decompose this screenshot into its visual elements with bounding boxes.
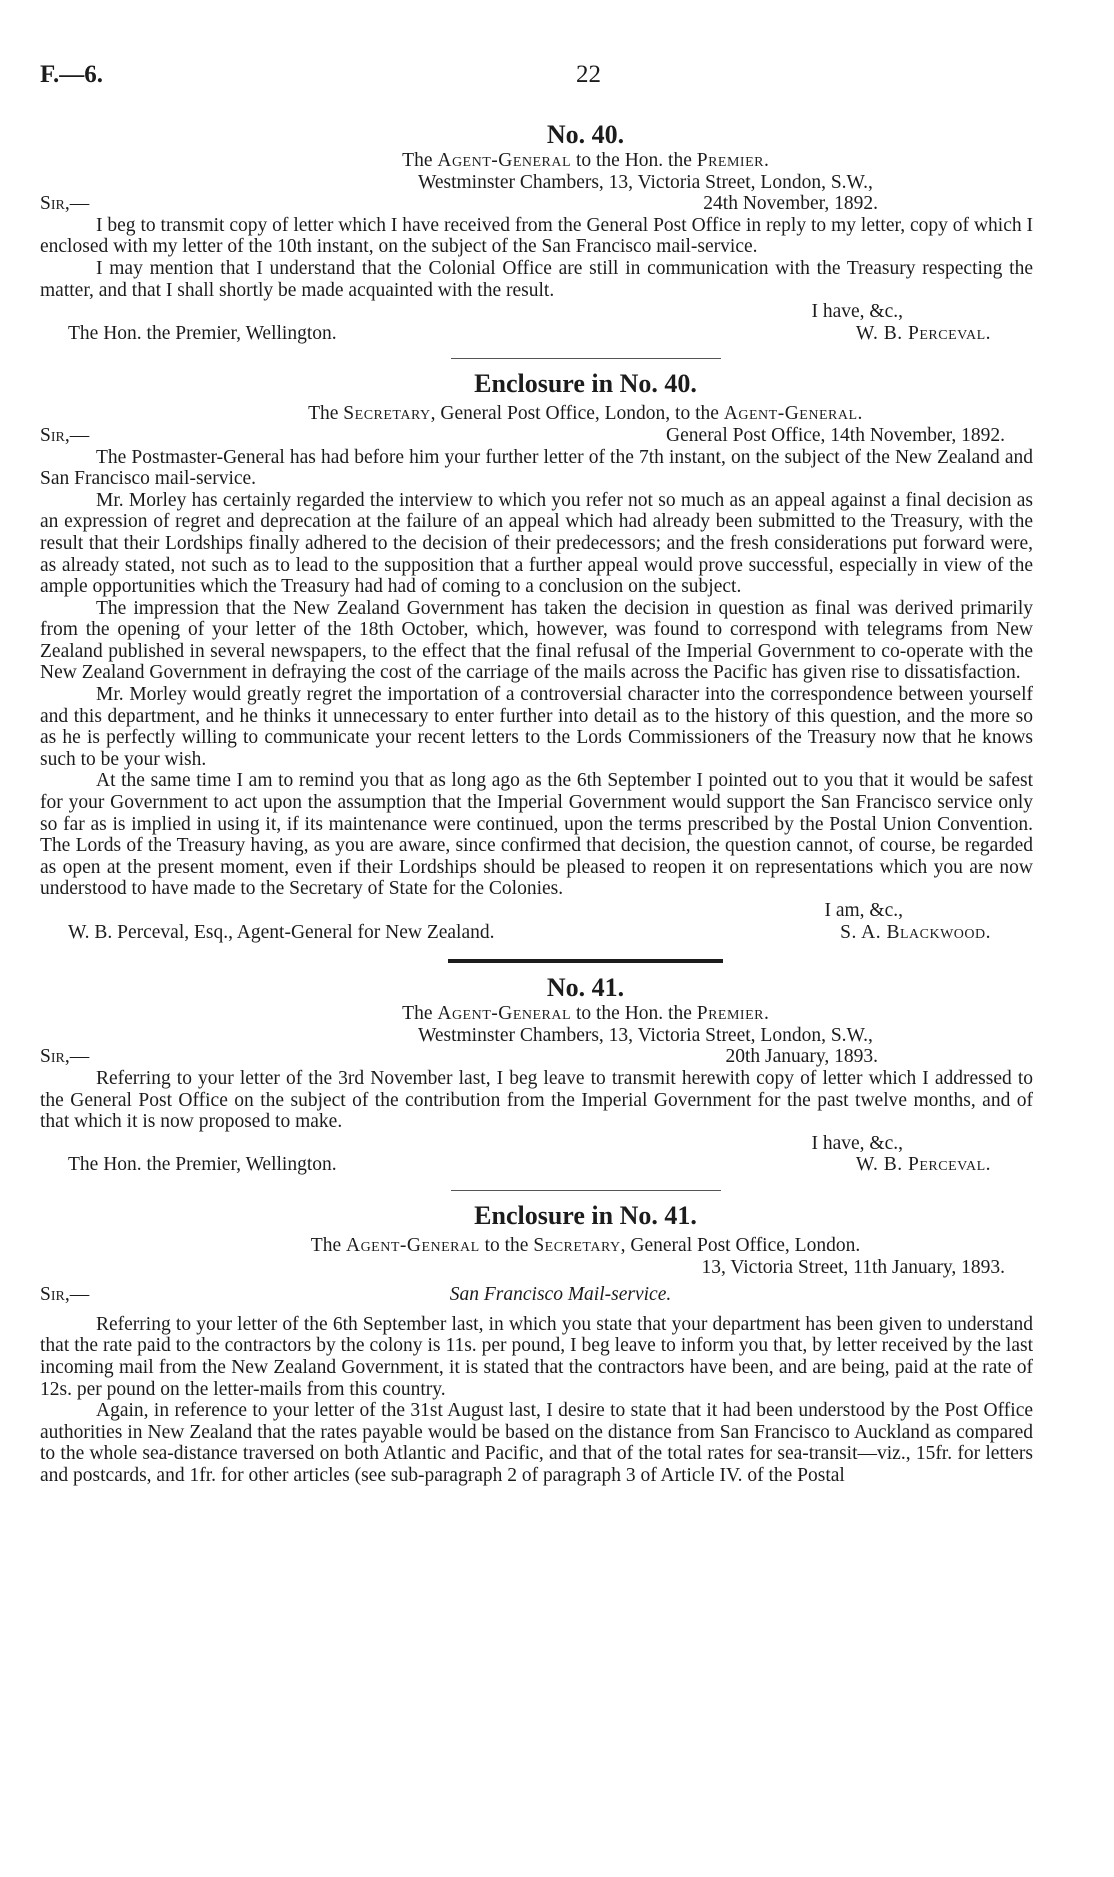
heading-to: Premier [696,150,764,171]
heading-from: Agent-General [345,1234,480,1256]
heading-period: . [763,150,769,171]
heading-from: Agent-General [437,150,572,171]
letter-no-41 [40,973,1033,1176]
heading-the: The [402,150,438,171]
salutation: Sir,— [40,424,90,446]
heading-to: Secretary [533,1234,621,1256]
addressee: W. B. Perceval, Esq., Agent-General for New Zealand. [68,921,495,943]
date-row [68,1257,1033,1279]
enclosure-no-40 [40,369,1033,943]
enclosure-no-41 [40,1200,1033,1487]
salutation: Sir,— [40,1046,90,1068]
paragraph: The impression that the New Zealand Government has taken the decision in question as final was derived primarily from the opening of your letter of the 18th October, which, however, was found to correspond with telegrams from New Zealand published in several newspapers, to the effect that the final refusal of the Imperial Government to co-operate with the New Zealand Government in defraying the cost of the carriage of the mails across the Pacific has given rise to dissatisfaction. [40,597,1033,684]
addressee: The Hon. the Premier, Wellington. [68,322,337,344]
paragraph: The Postmaster-General has had before him your further letter of the 7th instant, on the subject of the New Zealand and San Francisco mail-service. [40,446,1033,490]
enclosure-title: Enclosure in No. 40. [474,369,697,399]
signature: S. A. Blackwood. [840,921,991,943]
closing: I am, &c., [824,900,903,921]
salutation-subject-row [40,1284,1033,1306]
paragraph: Referring to your letter of the 3rd November last, I beg leave to transmit herewith copy of letter which I addressed to the General Post Office on the subject of the contribution from the Imperial Government for the past twelve months, and of that which it is now proposed to make. [40,1067,1033,1133]
heading-to-word: to the [575,150,620,171]
addressee-signature-row [68,1154,1033,1176]
divider [451,358,721,359]
salutation-date-row [40,424,1033,447]
heading-from: Secretary [343,403,431,425]
heading-to-prefix: Hon. the [624,1003,692,1025]
addressee-signature-row [68,323,1033,345]
letter-heading [68,1003,1033,1025]
letter-date: 20th January, 1893. [725,1046,878,1068]
heading-to-word: to the [484,1234,529,1256]
letter-no-40 [40,120,1033,344]
salutation: Sir,— [40,1284,90,1306]
paragraph: Mr. Morley has certainly regarded the interview to which you refer not so much as an appeal against a final decision as an expression of regret and deprecation at the failure of an appeal which had already been submitted to the Treasury, with the result that their Lordships finally adhered to the decision of their predecessors; and the fresh considerations put forward were, as already stated, not such as to lead to the supposition that a further appeal would prove successful, especially in view of the ample opportunities which the Treasury had had of coming to a conclusion on the subject. [40,489,1033,598]
paragraph: Referring to your letter of the 6th September last, in which you state that your department has been given to understand that the rate paid to the contractors by the colony is 11s. per pound, I beg leave to inform you that, by letter received by the last incoming mail from the New Zealand Government, it is stated that the contractors have been, and are being, paid at the rate of 12s. per pound on the letter-mails from this country. [40,1313,1033,1400]
closing: I have, &c., [811,1132,903,1154]
heading-to: Premier [696,1003,764,1025]
section-divider [448,959,723,963]
letter-date: 24th November, 1892. [703,193,878,215]
closing: I have, &c., [811,301,903,323]
document-reference: F.—6. [40,61,103,88]
paragraph: I may mention that I understand that the Colonial Office are still in communication with the Treasury respecting the matter, and that I shall shortly be made acquainted with the result. [40,257,1033,301]
heading-to-rest: , General Post Office, London. [620,1234,861,1256]
sender-address: Westminster Chambers, 13, Victoria Street, London, S.W., [418,1024,873,1046]
addressee: The Hon. the Premier, Wellington. [68,1154,337,1176]
salutation: Sir,— [40,193,90,215]
letter-heading [68,150,1033,172]
enclosure-heading [68,403,1033,425]
heading-period: . [763,1003,769,1025]
signature: W. B. Perceval. [855,1154,991,1176]
page-number: 22 [576,61,601,88]
paragraph: Mr. Morley would greatly regret the importation of a controversial character into the correspondence between yourself and this department, and he thinks it unnecessary to enter further into detail as to the history of this question, and the more so as he is perfectly willing to communicate your recent letters to the Lords Commissioners of the Treasury now that he knows such to be your wish. [40,684,1033,770]
signature: W. B. Perceval. [855,322,991,344]
heading-from-rest: , General Post Office, London, to the [430,403,719,425]
page-header [40,61,1080,94]
addressee-signature-row [68,922,1033,944]
divider [451,1190,721,1191]
enclosure-heading [68,1235,1033,1257]
paragraph: At the same time I am to remind you that as long ago as the 6th September I pointed out to you that it would be safest for your Government to act upon the assumption that the Imperial Government would support the San Francisco service only so far as is implied in using it, if its maintenance were continued, upon the terms prescribed by the Postal Union Convention. The Lords of the Treasury having, as you are aware, since confirmed that decision, the question cannot, of course, be regarded as open at the present moment, even if their Lordships should be pleased to reopen it on representations which you are now understood to have made to the Secretary of State for the Colonies. [40,770,1033,900]
enclosure-title: Enclosure in No. 41. [474,1200,697,1230]
letter-date: General Post Office, 14th November, 1892. [666,424,1005,446]
sender-address: Westminster Chambers, 13, Victoria Street, London, S.W., [418,171,873,193]
heading-to-word: to the [575,1003,620,1025]
heading-to-prefix: Hon. the [624,150,692,171]
heading-from: Agent-General [437,1003,572,1025]
salutation-date-row [40,193,1033,215]
letter-title: No. 40. [546,120,625,149]
heading-article: The [308,403,339,425]
letter-title: No. 41. [546,973,625,1003]
heading-the: The [402,1003,438,1025]
heading-the: The [310,1234,346,1256]
paragraph: Again, in reference to your letter of the 31st August last, I desire to state that it had been understood by the Post Office authorities in New Zealand that the rates payable would be based on the distance from San Francisco to Auckland as compared to the whole sea-distance traversed on both Atlantic and Pacific, and that of the total rates for sea-transit—viz., 15fr. for letters and postcards, and 1fr. for other articles (see sub-paragraph 2 of paragraph 3 of Article IV. of the Postal [40,1400,1033,1486]
salutation-date-row [40,1046,1033,1068]
subject-line: San Francisco Mail-service. [449,1284,672,1306]
heading-to: Agent-General. [723,403,863,425]
page-body [40,120,1033,1486]
letter-date: 13, Victoria Street, 11th January, 1893. [701,1256,1005,1278]
paragraph: I beg to transmit copy of letter which I have received from the General Post Office in reply to my letter, copy of which I enclosed with my letter of the 10th instant, on the subject of the San Francisco mail-service. [40,214,1033,258]
